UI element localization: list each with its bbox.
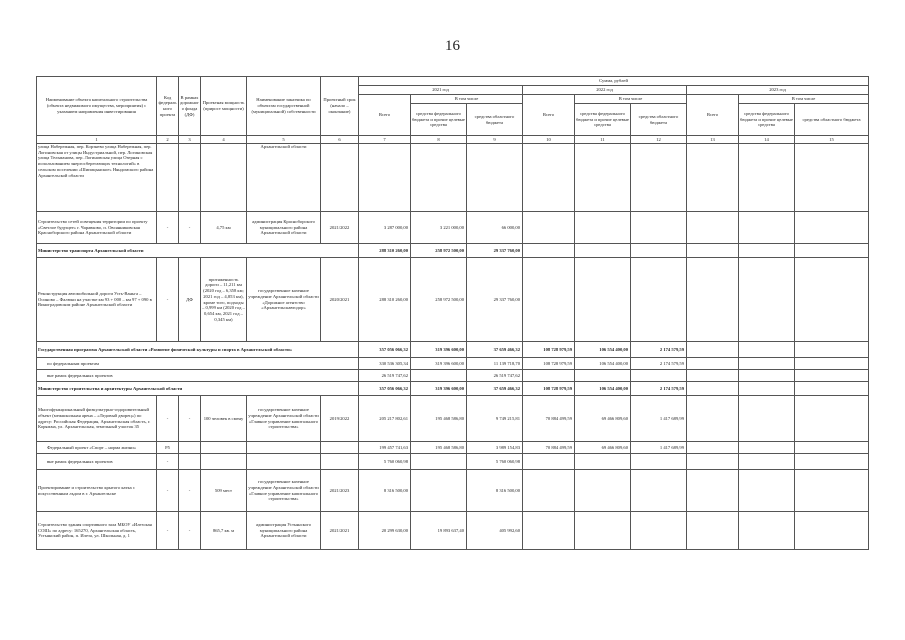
row-fed-2021: 319 396 600,00 (411, 358, 467, 370)
row-name: улица Набережная, пер. Корзнево улица Набережная, пер. Логиновская от улицы Индустриальной, пер. Логиновская улица Тельманова, пер. Логиновская улица Озерная с использованием энергосберегающих технологий» в сельском поселении «Шипицынское» Няндомского района Архангельской области (37, 144, 157, 212)
row-total-2021: 8 316 500,00 (359, 470, 411, 512)
row-code: P5 (157, 442, 179, 454)
col-num: 9 (467, 136, 523, 144)
row-form: - (179, 512, 201, 550)
header-customer: Наименование заказчика по объектам государственной (муниципальной) собственности (247, 77, 321, 136)
header-total-2021: Всего (359, 95, 411, 136)
row-name: Проектирование и строительство крытого катка с искусственным льдом в г. Архангельске (37, 470, 157, 512)
row-outside-federal-projects: вне рамок федеральных проектов (37, 454, 157, 470)
col-num: 1 (37, 136, 157, 144)
row-capacity: 865,7 кв. м (201, 512, 247, 550)
row-code: - (157, 258, 179, 342)
row-fed-2022: 69 466 809,60 (575, 396, 631, 442)
row-capacity: 509 мест (201, 470, 247, 512)
row-customer: администрация Красноборского муниципального района Архангельской области (247, 212, 321, 244)
header-incl-2023: В том числе (739, 95, 869, 104)
table-row (37, 370, 869, 382)
row-fed-2022: 106 554 400,00 (575, 382, 631, 396)
row-total-2021: 199 457 741,63 (359, 442, 411, 454)
row-code: - (157, 470, 179, 512)
table-row (37, 454, 869, 470)
row-customer: администрация Устьянского муниципального района Архангельской области (247, 512, 321, 550)
row-reg-2021: 26 519 747,62 (467, 370, 523, 382)
col-num: 11 (575, 136, 631, 144)
row-name: Многофункциональный физкультурно-оздоровительный объект (межшкольная арена – «Ледовый дворец») по адресу: Российская Федерация, Архангельская область, г. Коряжма, ул. Архангельская, земельный участок 35 (37, 396, 157, 442)
row-name: Строительство здания спортивного зала МБОУ «Илезская СОШ» по адресу: 165270, Архангельская область, Устьянский район, п. Илеза, ул. Школьная, д. 1 (37, 512, 157, 550)
row-fed-2021: 319 396 600,00 (411, 342, 467, 358)
row-code: - (157, 212, 179, 244)
row-fed-2021: 195 468 586,80 (411, 396, 467, 442)
row-term: 2021/2022 (321, 212, 359, 244)
row-reg-2021: 37 659 466,32 (467, 382, 523, 396)
row-reg-2021: 405 992,60 (467, 512, 523, 550)
row-reg-2022: 1 417 689,99 (631, 396, 687, 442)
row-reg-2021: 8 316 500,00 (467, 470, 523, 512)
col-num: 7 (359, 136, 411, 144)
col-num: 10 (523, 136, 575, 144)
col-num: 6 (321, 136, 359, 144)
row-total-2021: 205 217 802,61 (359, 396, 411, 442)
header-fed-2022: средства федерального бюджета и прочие целевые средства (575, 104, 631, 136)
row-code: - (157, 396, 179, 442)
row-term: 2020/2021 (321, 258, 359, 342)
col-num: 14 (739, 136, 795, 144)
row-term: 2021/2021 (321, 512, 359, 550)
table-row (37, 342, 869, 358)
page-number: 16 (445, 38, 460, 54)
row-fed-2022: 106 554 400,00 (575, 342, 631, 358)
header-reg-2021: средства областного бюджета (467, 104, 523, 136)
row-total-2022: 70 884 499,59 (523, 396, 575, 442)
row-reg-2022: 1 417 689,99 (631, 442, 687, 454)
header-sum: Сумма, рублей (359, 77, 869, 86)
header-fed-2021: средства федерального бюджета и прочие целевые средства (411, 104, 467, 136)
row-form: - (179, 396, 201, 442)
row-fed-2021: 258 972 500,00 (411, 244, 467, 258)
row-capacity: 100 человек в смену (201, 396, 247, 442)
col-num: 3 (179, 136, 201, 144)
col-num: 4 (201, 136, 247, 144)
row-reg-2021: 66 000,00 (467, 212, 523, 244)
header-reg-2023: средства областного бюджета (795, 104, 869, 136)
col-num: 12 (631, 136, 687, 144)
row-reg-2021: 11 139 718,70 (467, 358, 523, 370)
row-form: ДФ (179, 258, 201, 342)
row-ministry-construction: Министерство строительства и архитектуры Архангельской области (37, 382, 359, 396)
col-num: 8 (411, 136, 467, 144)
row-total-2022: 108 728 979,59 (523, 382, 575, 396)
header-incl-2021: В том числе (411, 95, 523, 104)
header-reg-2022: средства областного бюджета (631, 104, 687, 136)
row-fed-2021: 195 468 586,80 (411, 442, 467, 454)
row-capacity: 4,75 км (201, 212, 247, 244)
header-name: Наименование объекта капитального строительства (объекта недвижимого имущества, мероприятия) с указанием направления инвестирования (37, 77, 157, 136)
row-by-federal-projects: по федеральным проектам (37, 358, 359, 370)
row-reg-2021: 37 659 466,32 (467, 342, 523, 358)
row-form: - (179, 470, 201, 512)
investment-table (36, 76, 869, 550)
table-row (37, 470, 869, 512)
row-federal-project-sport: Федеральный проект «Спорт – норма жизни» (37, 442, 157, 454)
header-code: Код федерального проекта (157, 77, 179, 136)
column-numbers-row (37, 136, 869, 144)
row-name: Реконструкция автомобильной дороги Усть-Ваньга – Осиново – Фалюки на участке км 93 + 000 – км 97 + 090 в Виноградовском районе Архангельской области (37, 258, 157, 342)
col-num: 15 (795, 136, 869, 144)
row-reg-2021: 3 989 154,83 (467, 442, 523, 454)
row-fed-2022: 106 554 400,00 (575, 358, 631, 370)
header-year-2021: 2021 год (359, 86, 523, 95)
header-total-2022: Всего (523, 95, 575, 136)
col-num: 2 (157, 136, 179, 144)
row-total-2021: 357 056 066,32 (359, 382, 411, 396)
row-customer: Архангельской области (247, 144, 321, 212)
row-fed-2021: 319 396 600,00 (411, 382, 467, 396)
row-total-2021: 357 056 066,32 (359, 342, 411, 358)
row-reg-2021: 9 749 215,81 (467, 396, 523, 442)
row-code: - (157, 512, 179, 550)
header-incl-2022: В том числе (575, 95, 687, 104)
row-reg-2022: 2 174 579,59 (631, 342, 687, 358)
row-ministry-transport: Министерство транспорта Архангельской области (37, 244, 359, 258)
row-customer: государственное казенное учреждение Архангельской области «Главное управление капитального строительства» (247, 470, 321, 512)
row-reg-2022: 2 174 579,59 (631, 358, 687, 370)
row-form: - (179, 212, 201, 244)
row-total-2021: 288 310 260,00 (359, 244, 411, 258)
row-reg-2021: 5 760 060,98 (467, 454, 523, 470)
row-fed-2021: 3 221 000,00 (411, 212, 467, 244)
table-row (37, 512, 869, 550)
row-fed-2022: 69 466 809,60 (575, 442, 631, 454)
table-row (37, 382, 869, 396)
row-total-2021: 330 536 305,34 (359, 358, 411, 370)
header-fed-2023: средства федерального бюджета и прочие целевые средства (739, 104, 795, 136)
row-reg-2021: 29 337 760,00 (467, 258, 523, 342)
row-total-2021: 5 760 060,98 (359, 454, 411, 470)
header-form: В рамках дорожного фонда (ДФ) (179, 77, 201, 136)
header-year-2023: 2023 год (687, 86, 869, 95)
row-fed-2021: 19 893 637,40 (411, 512, 467, 550)
table-row (37, 212, 869, 244)
col-num: 13 (687, 136, 739, 144)
row-customer: государственное казенное учреждение Архангельской области «Главное управление капитального строительства» (247, 396, 321, 442)
row-outside-federal-projects: вне рамок федеральных проектов (37, 370, 359, 382)
col-num: 5 (247, 136, 321, 144)
row-total-2022: 70 884 499,59 (523, 442, 575, 454)
row-total-2021: 26 519 747,62 (359, 370, 411, 382)
header-capacity: Проектная мощность (прирост мощности) (201, 77, 247, 136)
header-term: Проектный срок (начало – окончание) (321, 77, 359, 136)
row-capacity: протяженность дороги – 11,211 км (2020 год – 6,358 км; 2021 год – 4,853 км), кроме того, подходы – 0,999 км (2020 год – 0,654 км, 2021 год – 0,345 км) (201, 258, 247, 342)
row-total-2022: 108 728 979,59 (523, 358, 575, 370)
row-total-2021: 3 287 000,00 (359, 212, 411, 244)
table-row (37, 244, 869, 258)
row-total-2021: 288 310 260,00 (359, 258, 411, 342)
header-year-2022: 2022 год (523, 86, 687, 95)
row-program-sport: Государственная программа Архангельской области «Развитие физической культуры и спорта в Архангельской области» (37, 342, 359, 358)
table-row (37, 258, 869, 342)
row-name: Строительство сетей освещения территории по проекту «Светлое будущее» г. Чаравково, п. Овсянниковская Красноборского района Архангельской области (37, 212, 157, 244)
row-fed-2021: 258 972 500,00 (411, 258, 467, 342)
row-term: 2021/2023 (321, 470, 359, 512)
row-total-2021: 20 299 630,00 (359, 512, 411, 550)
row-reg-2022: 2 174 579,59 (631, 382, 687, 396)
row-code: - (157, 454, 179, 470)
table-row (37, 396, 869, 442)
table-row (37, 144, 869, 212)
table-row (37, 442, 869, 454)
row-customer: государственное казенное учреждение Архангельской области «Дорожное агентство «Архангельскавтодор» (247, 258, 321, 342)
table-row (37, 358, 869, 370)
header-total-2023: Всего (687, 95, 739, 136)
row-total-2022: 108 728 979,59 (523, 342, 575, 358)
row-term: 2019/2022 (321, 396, 359, 442)
row-reg-2021: 29 337 760,00 (467, 244, 523, 258)
